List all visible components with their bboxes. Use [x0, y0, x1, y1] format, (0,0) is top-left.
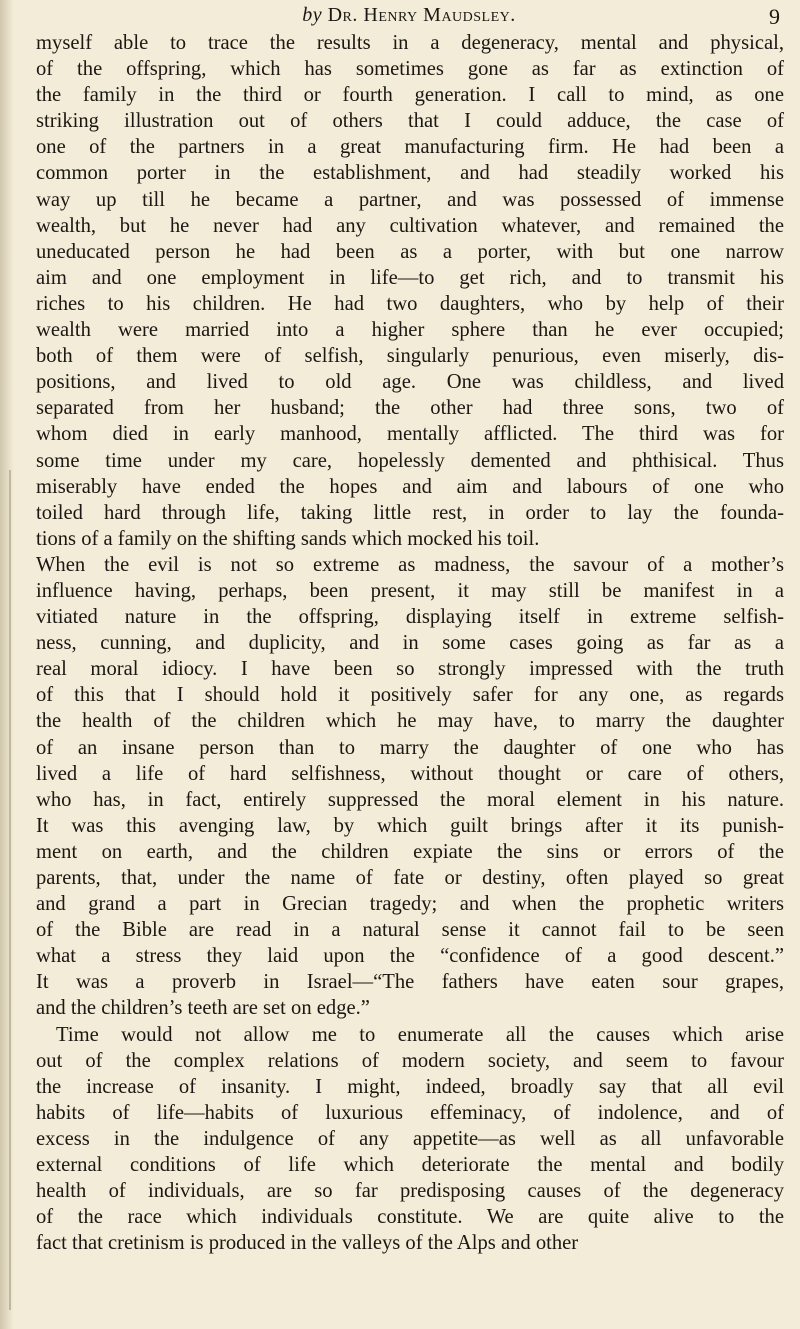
text-line: myself able to trace the results in a degeneracy, mental and physical,	[36, 32, 784, 54]
text-line: what a stress they laid upon the “confidence of a good descent.”	[36, 945, 784, 968]
text-line: of the race which individuals constitute. We are quite alive to the	[36, 1206, 784, 1229]
text-line: common porter in the establishment, and had steadily worked his	[36, 162, 784, 185]
text-line: health of individuals, are so far predisposing causes of the degeneracy	[36, 1180, 784, 1203]
text-line: toiled hard through life, taking little rest, in order to lay the founda-	[36, 501, 784, 524]
text-line: one of the partners in a great manufacturing firm. He had been a	[36, 136, 784, 159]
binding-shadow	[9, 470, 11, 1310]
body-text	[36, 30, 784, 1256]
text-line: of the Bible are read in a natural sense it cannot fail to be seen	[36, 919, 784, 942]
text-line: tions of a family on the shifting sands which mocked his toil.	[36, 527, 540, 550]
text-line: excess in the indulgence of any appetite—as well as all unfavorable	[36, 1127, 784, 1150]
text-line: positions, and lived to old age. One was childless, and lived	[36, 371, 784, 394]
text-line: out of the complex relations of modern society, and seem to favour	[36, 1049, 784, 1072]
text-line: vitiated nature in the offspring, displaying itself in extreme selfish-	[36, 606, 784, 629]
page-number: 9	[769, 4, 780, 29]
text-line: habits of life—habits of luxurious effeminacy, of indolence, and of	[36, 1101, 784, 1124]
text-line: of this that I should hold it positively safer for any one, as regards	[36, 684, 784, 707]
text-line: separated from her husband; the other had three sons, two of	[36, 397, 784, 420]
text-line: fact that cretinism is produced in the valleys of the Alps and other	[36, 1232, 579, 1255]
text-line: wealth were married into a higher sphere than he ever occupied;	[36, 319, 784, 342]
text-line: of an insane person than to marry the daughter of one who has	[36, 736, 784, 759]
text-line: striking illustration out of others that I could adduce, the case of	[36, 110, 784, 133]
text-line: influence having, perhaps, been present, it may still be manifest in a	[36, 579, 784, 602]
text-line: who has, in fact, entirely suppressed the moral element in his nature.	[36, 788, 784, 811]
text-line: parents, that, under the name of fate or destiny, often played so great	[36, 867, 784, 889]
text-line: riches to his children. He had two daughters, who by help of their	[36, 292, 784, 315]
text-line: and the children’s teeth are set on edge.”	[36, 997, 370, 1020]
text-line: miserably have ended the hopes and aim and labours of one who	[36, 475, 784, 498]
running-head-title	[36, 4, 782, 27]
text-line: whom died in early manhood, mentally afflicted. The third was for	[36, 423, 784, 446]
text-line: way up till he became a partner, and was possessed of immense	[36, 188, 784, 211]
text-line: uneducated person he had been as a porter, with but one narrow	[36, 240, 784, 263]
text-line: aim and one employment in life—to get rich, and to transmit his	[36, 266, 784, 289]
running-head-by: by	[302, 4, 323, 26]
text-line: real moral idiocy. I have been so strongly impressed with the truth	[36, 658, 784, 681]
running-head-author: Dr. Henry Maudsley.	[327, 4, 516, 26]
text-line: wealth, but he never had any cultivation whatever, and remained the	[36, 214, 784, 237]
text-line: ment on earth, and the children expiate the sins or errors of the	[36, 840, 784, 863]
text-line: both of them were of selfish, singularly penurious, even miserly, dis-	[36, 345, 784, 368]
text-line: It was a proverb in Israel—“The fathers have eaten sour grapes,	[36, 971, 784, 994]
text-line: and grand a part in Grecian tragedy; and when the prophetic writers	[36, 893, 784, 916]
text-line: It was this avenging law, by which guilt brings after it its punish-	[36, 814, 784, 837]
text-line: When the evil is not so extreme as madness, the savour of a mother’s	[36, 553, 784, 576]
text-line: the health of the children which he may have, to marry the daughter	[36, 710, 784, 733]
text-line: of the offspring, which has sometimes gone as far as extinction of	[36, 58, 784, 81]
text-line: Time would not allow me to enumerate all the causes which arise	[56, 1023, 784, 1046]
page-edge	[0, 0, 14, 1329]
text-line: ness, cunning, and duplicity, and in some cases going as far as a	[36, 632, 784, 655]
text-line: external conditions of life which deteriorate the mental and bodily	[36, 1154, 784, 1177]
text-line: some time under my care, hopelessly demented and phthisical. Thus	[36, 449, 784, 472]
text-line: the family in the third or fourth generation. I call to mind, as one	[36, 84, 784, 107]
text-line: the increase of insanity. I might, indeed, broadly say that all evil	[36, 1075, 784, 1098]
running-head	[36, 4, 782, 30]
text-line: lived a life of hard selfishness, without thought or care of others,	[36, 762, 784, 785]
